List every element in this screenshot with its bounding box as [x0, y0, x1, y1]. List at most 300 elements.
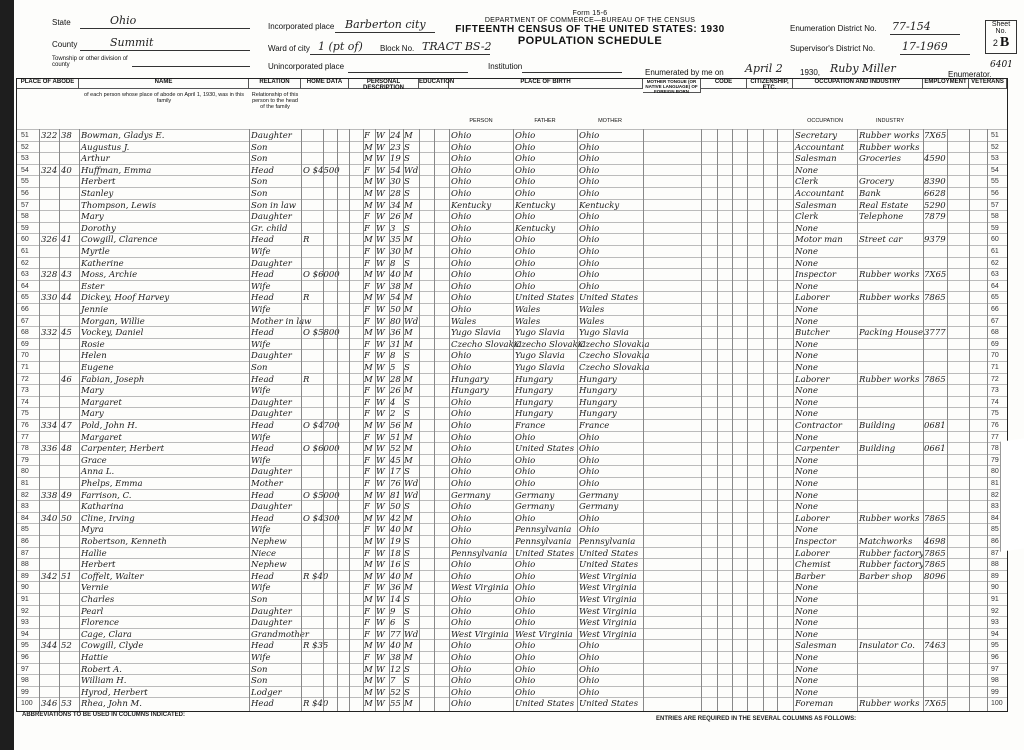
- birthplace-person: Ohio: [451, 502, 472, 513]
- column-divider: [732, 129, 733, 711]
- sex: F: [364, 618, 370, 629]
- birthplace-father: Ohio: [515, 479, 536, 489]
- person-name: Grace: [81, 455, 107, 466]
- table-row: [17, 419, 1007, 431]
- table-row: [17, 570, 1007, 582]
- relation: Daughter: [251, 131, 292, 141]
- table-row: [17, 593, 1007, 605]
- table-row: [17, 674, 1007, 686]
- birthplace-father: Wales: [515, 316, 541, 327]
- birthplace-person: Hungary: [451, 374, 489, 385]
- column-divider: [577, 129, 578, 711]
- birthplace-person: Ohio: [451, 131, 472, 141]
- birthplace-mother: Hungary: [579, 397, 617, 408]
- sex: M: [364, 374, 373, 385]
- sheet-letter: B: [999, 35, 1010, 50]
- age: 3: [390, 223, 396, 234]
- race: W: [376, 641, 385, 652]
- occupation: None: [795, 351, 819, 362]
- abbreviations-title: ABBREVIATIONS TO BE USED IN COLUMNS INDICATED:: [22, 712, 186, 718]
- line-number-right: 91: [991, 596, 999, 603]
- person-name: Robertson, Kenneth: [81, 537, 167, 547]
- person-name: Bowman, Gladys E.: [81, 131, 165, 141]
- occupation: Inspector: [795, 537, 837, 547]
- enumerated-date: April 2: [745, 62, 783, 75]
- race: W: [376, 247, 385, 257]
- supervisor-label: Supervisor's District No.: [790, 44, 876, 53]
- enumerated-year: 1930,: [800, 68, 821, 77]
- occupation: Laborer: [795, 548, 830, 559]
- birthplace-mother: Hungary: [579, 374, 617, 385]
- birthplace-person: Ohio: [451, 189, 472, 199]
- line-number: 52: [21, 143, 29, 151]
- relation: Wife: [251, 432, 271, 443]
- marital-status: S: [404, 177, 410, 188]
- birthplace-person: Ohio: [451, 235, 472, 246]
- sex: F: [364, 409, 370, 420]
- line-number: 86: [21, 538, 29, 545]
- relation-column-head: Relationship of this person to the head of the family: [251, 92, 299, 110]
- birthplace-father: Pennsylvania: [515, 525, 572, 536]
- industry: Rubber works: [859, 293, 920, 304]
- age: 28: [390, 374, 401, 385]
- dwelling-number: 330: [41, 293, 58, 304]
- line-number-right: 52: [991, 143, 999, 151]
- form-number: Form 15-6: [572, 10, 608, 17]
- birthplace-person: Ohio: [451, 560, 472, 571]
- table-row: [17, 489, 1007, 501]
- line-number: 79: [21, 456, 29, 464]
- birthplace-father: Ohio: [515, 513, 536, 524]
- enum-district-line: [890, 34, 960, 35]
- person-name: Cowgill, Clarence: [81, 235, 158, 246]
- relation: Wife: [251, 653, 271, 663]
- birthplace-mother: Ohio: [579, 154, 600, 165]
- birthplace-father: Wales: [515, 305, 541, 315]
- table-row: [17, 222, 1007, 234]
- marital-status: M: [404, 247, 413, 257]
- line-number-right: 55: [991, 178, 999, 186]
- birthplace-father: Ohio: [515, 281, 536, 292]
- birthplace-person: Czecho Slovakia: [451, 339, 522, 350]
- birthplace-mother: Ohio: [579, 467, 600, 478]
- marital-status: S: [404, 189, 410, 199]
- industry: Street car: [859, 235, 903, 246]
- race: W: [376, 305, 385, 315]
- birthplace-person: Ohio: [451, 351, 472, 362]
- age: 56: [390, 421, 401, 431]
- birthplace-father: Ohio: [515, 571, 536, 582]
- age: 26: [390, 212, 401, 223]
- occupation: Chemist: [795, 560, 831, 571]
- line-number: 96: [21, 654, 29, 661]
- age: 18: [390, 548, 401, 559]
- birthplace-father: Ohio: [515, 653, 536, 663]
- birthplace-mother: Czecho Slovakia: [579, 363, 650, 373]
- race: W: [376, 595, 385, 605]
- group-mother-tongue: MOTHER TONGUE (OR NATIVE LANGUAGE) OF FOREIGN BORN: [643, 79, 701, 93]
- race: W: [376, 235, 385, 246]
- industry: Groceries: [859, 154, 901, 165]
- person-name: Thompson, Lewis: [81, 200, 157, 211]
- table-row: [17, 268, 1007, 280]
- race: W: [376, 676, 385, 687]
- birthplace-father: Ohio: [515, 676, 536, 687]
- race: W: [376, 513, 385, 524]
- occupation: None: [795, 629, 819, 640]
- person-name: Myrtle: [81, 247, 110, 257]
- table-row: [17, 465, 1007, 477]
- marital-status: M: [404, 328, 413, 339]
- birthplace-mother: Ohio: [579, 142, 600, 153]
- marital-status: M: [404, 583, 413, 594]
- enum-district-value: 77-154: [892, 20, 931, 33]
- marital-status: M: [404, 421, 413, 431]
- industry-code: 7X65: [924, 270, 947, 281]
- birthplace-mother: Ohio: [579, 223, 600, 234]
- line-number-right: 92: [991, 607, 999, 615]
- relation: Wife: [251, 339, 271, 350]
- birthplace-person: Hungary: [451, 386, 489, 397]
- home-data: O $5000: [303, 490, 340, 501]
- marital-status: S: [404, 363, 410, 373]
- marital-status: M: [404, 444, 413, 455]
- family-number: 38: [61, 131, 72, 141]
- family-number: 53: [61, 699, 72, 710]
- line-number-right: 96: [991, 654, 999, 661]
- line-number: 58: [21, 213, 29, 221]
- birthplace-mother: Germany: [579, 490, 619, 501]
- column-divider: [777, 129, 778, 711]
- entries-title: ENTRIES ARE REQUIRED IN THE SEVERAL COLUMNS AS FOLLOWS:: [656, 716, 857, 722]
- birthplace-mother: Ohio: [579, 432, 600, 443]
- race: W: [376, 571, 385, 582]
- sex: M: [364, 687, 373, 698]
- column-divider: [323, 129, 324, 711]
- relation: Head: [251, 328, 274, 339]
- line-number: 99: [21, 688, 29, 696]
- line-number: 89: [21, 572, 29, 580]
- person-name: Pold, John H.: [81, 421, 138, 431]
- birthplace-mother: Ohio: [579, 189, 600, 199]
- industry: Rubber works: [859, 142, 920, 153]
- column-divider: [987, 129, 988, 711]
- birthplace-person: Ohio: [451, 293, 472, 304]
- state-line: [80, 28, 250, 29]
- occupation: None: [795, 467, 819, 478]
- birthplace-person: Ohio: [451, 525, 472, 536]
- birthplace-mother: Ohio: [579, 177, 600, 188]
- line-number: 73: [21, 387, 29, 395]
- birthplace-person: Ohio: [451, 641, 472, 652]
- line-number: 93: [21, 619, 29, 627]
- scan-edge: [0, 0, 14, 750]
- relation: Wife: [251, 281, 271, 292]
- sex: F: [364, 316, 370, 327]
- birthplace-father: Yugo Slavia: [515, 363, 565, 373]
- line-number: 62: [21, 259, 29, 267]
- birthplace-father: Ohio: [515, 687, 536, 698]
- birthplace-mother: West Virginia: [579, 583, 637, 594]
- industry-code: 3777: [924, 328, 946, 339]
- table-row: [17, 152, 1007, 164]
- birthplace-father: Ohio: [515, 467, 536, 478]
- group-place-of-abode: PLACE OF ABODE: [17, 79, 79, 89]
- race: W: [376, 502, 385, 513]
- industry-code: 7865: [924, 293, 946, 304]
- birthplace-person: Pennsylvania: [451, 548, 508, 559]
- person-name: Dorothy: [81, 223, 116, 234]
- marital-status: S: [404, 258, 410, 269]
- sex: M: [364, 200, 373, 211]
- relation: Son: [251, 664, 268, 675]
- table-row: [17, 349, 1007, 361]
- industry: Rubber factory: [859, 548, 924, 559]
- relation: Wife: [251, 305, 271, 315]
- birthplace-father: Ohio: [515, 177, 536, 188]
- line-number-right: 67: [991, 317, 999, 325]
- line-number: 75: [21, 410, 29, 418]
- person-name: Pearl: [81, 606, 104, 617]
- relation: Wife: [251, 386, 271, 397]
- occupation: None: [795, 432, 819, 443]
- birthplace-father: Ohio: [515, 583, 536, 594]
- birthplace-mother: Ohio: [579, 235, 600, 246]
- birthplace-person: Ohio: [451, 676, 472, 687]
- table-row: [17, 245, 1007, 257]
- industry-code: 7865: [924, 513, 946, 524]
- line-number-right: 80: [991, 468, 999, 476]
- department: DEPARTMENT OF COMMERCE—BUREAU OF THE CENSUS: [484, 17, 696, 24]
- birthplace-father: Ohio: [515, 235, 536, 246]
- race: W: [376, 537, 385, 547]
- birthplace-mother: West Virginia: [579, 629, 637, 640]
- industry: Grocery: [859, 177, 894, 188]
- industry-code: 7X65: [924, 131, 947, 141]
- birthplace-person: Ohio: [451, 305, 472, 315]
- dwelling-number: 338: [41, 490, 58, 501]
- enumerated-label: Enumerated by me on: [645, 68, 724, 77]
- marital-status: M: [404, 270, 413, 281]
- family-number: 45: [61, 328, 72, 339]
- line-number-right: 56: [991, 190, 999, 197]
- dwelling-number: 326: [41, 235, 58, 246]
- age: 24: [390, 131, 401, 141]
- table-row: [17, 535, 1007, 547]
- industry-code: 5290: [924, 200, 946, 211]
- marital-status: S: [404, 676, 410, 687]
- column-divider: [717, 129, 718, 711]
- birthplace-mother: Wales: [579, 316, 605, 327]
- home-data: O $4500: [303, 165, 340, 176]
- birthplace-father: Ohio: [515, 154, 536, 165]
- industry-head: INDUSTRY: [875, 118, 904, 124]
- industry-code: 4698: [924, 537, 946, 547]
- relation: Head: [251, 374, 274, 385]
- occupation: None: [795, 618, 819, 629]
- sheet-label: Sheet No.: [991, 21, 1011, 35]
- column-divider: [969, 129, 970, 711]
- age: 80: [390, 316, 401, 327]
- column-divider: [59, 129, 60, 711]
- line-number-right: 68: [991, 329, 999, 337]
- marital-status: S: [404, 409, 410, 420]
- age: 30: [390, 247, 401, 257]
- race: W: [376, 165, 385, 176]
- column-divider: [449, 129, 450, 711]
- line-number: 57: [21, 201, 29, 209]
- birthplace-father: Hungary: [515, 374, 553, 385]
- person-name: Mary: [81, 386, 104, 397]
- dwelling-number: 328: [41, 270, 58, 281]
- sex: F: [364, 386, 370, 397]
- sex: F: [364, 548, 370, 559]
- table-row: [17, 407, 1007, 419]
- family-number: 43: [61, 270, 72, 281]
- person-name: Cowgill, Clyde: [81, 641, 144, 652]
- person-name: Hattie: [81, 653, 109, 663]
- sex: F: [364, 247, 370, 257]
- industry: Telephone: [859, 212, 904, 223]
- township-line: [132, 66, 250, 67]
- age: 8: [390, 351, 396, 362]
- marital-status: M: [404, 653, 413, 663]
- relation: Lodger: [251, 687, 282, 698]
- relation: Niece: [251, 548, 276, 559]
- marital-status: M: [404, 212, 413, 223]
- person-name: Florence: [81, 618, 120, 629]
- person-name: Fabian, Joseph: [81, 374, 145, 385]
- industry: Barber shop: [859, 571, 913, 582]
- relation: Wife: [251, 247, 271, 257]
- birthplace-father: Ohio: [515, 595, 536, 605]
- group-veterans: VETERANS: [969, 79, 1007, 89]
- industry-code: 0661: [924, 444, 946, 455]
- ward-line: [310, 54, 490, 55]
- birthplace-person: Ohio: [451, 444, 472, 455]
- birthplace-person: Ohio: [451, 165, 472, 176]
- institution-line: [522, 72, 622, 73]
- home-data: R: [303, 293, 310, 304]
- birth-father-head: FATHER: [534, 118, 556, 124]
- table-row: [17, 686, 1007, 698]
- birthplace-father: Ohio: [515, 165, 536, 176]
- sex: M: [364, 177, 373, 188]
- race: W: [376, 490, 385, 501]
- birthplace-person: Yugo Slavia: [451, 328, 501, 339]
- industry-code: 7463: [924, 641, 946, 652]
- sex: F: [364, 281, 370, 292]
- line-number-right: 82: [991, 491, 999, 499]
- line-number-right: 78: [991, 445, 999, 453]
- sex: F: [364, 432, 370, 443]
- sex: F: [364, 629, 370, 640]
- person-name: Phelps, Emma: [81, 479, 143, 489]
- age: 50: [390, 502, 401, 513]
- home-data: R: [303, 235, 310, 246]
- birthplace-father: Pennsylvania: [515, 537, 572, 547]
- race: W: [376, 131, 385, 141]
- person-name: Anna L.: [81, 467, 115, 478]
- age: 16: [390, 560, 401, 571]
- birthplace-person: Ohio: [451, 409, 472, 420]
- table-row: [17, 338, 1007, 350]
- group-personal-description: PERSONAL DESCRIPTION: [349, 79, 419, 89]
- age: 34: [390, 200, 401, 211]
- race: W: [376, 316, 385, 327]
- home-data: R: [303, 374, 310, 385]
- sex: F: [364, 351, 370, 362]
- family-number: 44: [61, 293, 72, 304]
- birthplace-mother: Hungary: [579, 409, 617, 420]
- enumerator-name: Ruby Miller: [830, 62, 896, 75]
- home-data: O $6000: [303, 444, 340, 455]
- birthplace-father: Ohio: [515, 641, 536, 652]
- line-number: 74: [21, 398, 29, 406]
- marital-status: S: [404, 664, 410, 675]
- column-divider: [947, 129, 948, 711]
- column-divider: [375, 129, 376, 711]
- age: 30: [390, 177, 401, 188]
- table-row: [17, 547, 1007, 559]
- incorporated-line: [335, 32, 435, 33]
- occupation: Clerk: [795, 212, 819, 223]
- line-number-right: 100: [991, 700, 1003, 708]
- occupation: None: [795, 397, 819, 408]
- birthplace-father: Ohio: [515, 432, 536, 443]
- line-number-right: 97: [991, 665, 999, 673]
- dwelling-number: 344: [41, 641, 58, 652]
- race: W: [376, 409, 385, 420]
- occupation: Secretary: [795, 131, 838, 141]
- sex: M: [364, 270, 373, 281]
- sex: F: [364, 502, 370, 513]
- person-name: Moss, Archie: [81, 270, 138, 281]
- race: W: [376, 560, 385, 571]
- race: W: [376, 548, 385, 559]
- line-number-right: 53: [991, 155, 999, 163]
- industry-code: 0681: [924, 421, 946, 431]
- relation: Daughter: [251, 467, 292, 478]
- birthplace-father: Kentucky: [515, 200, 556, 211]
- marital-status: M: [404, 339, 413, 350]
- sex: M: [364, 142, 373, 153]
- occupation: None: [795, 479, 819, 489]
- person-name: Jennie: [81, 305, 109, 315]
- line-number-right: 51: [991, 132, 999, 139]
- birthplace-person: Ohio: [451, 177, 472, 188]
- line-number-right: 98: [991, 677, 999, 685]
- race: W: [376, 606, 385, 617]
- occupation: Accountant: [795, 189, 845, 199]
- birthplace-mother: Ohio: [579, 247, 600, 257]
- race: W: [376, 467, 385, 478]
- line-number-right: 93: [991, 619, 999, 627]
- sex: F: [364, 212, 370, 223]
- birthplace-mother: Ohio: [579, 653, 600, 663]
- column-divider: [301, 129, 302, 711]
- table-row: [17, 697, 1007, 709]
- marital-status: S: [404, 467, 410, 478]
- sex: F: [364, 467, 370, 478]
- relation: Daughter: [251, 212, 292, 223]
- table-row: [17, 361, 1007, 373]
- race: W: [376, 270, 385, 281]
- relation: Son: [251, 154, 268, 165]
- occupation: None: [795, 490, 819, 501]
- person-name: Herbert: [81, 177, 116, 188]
- relation: Head: [251, 641, 274, 652]
